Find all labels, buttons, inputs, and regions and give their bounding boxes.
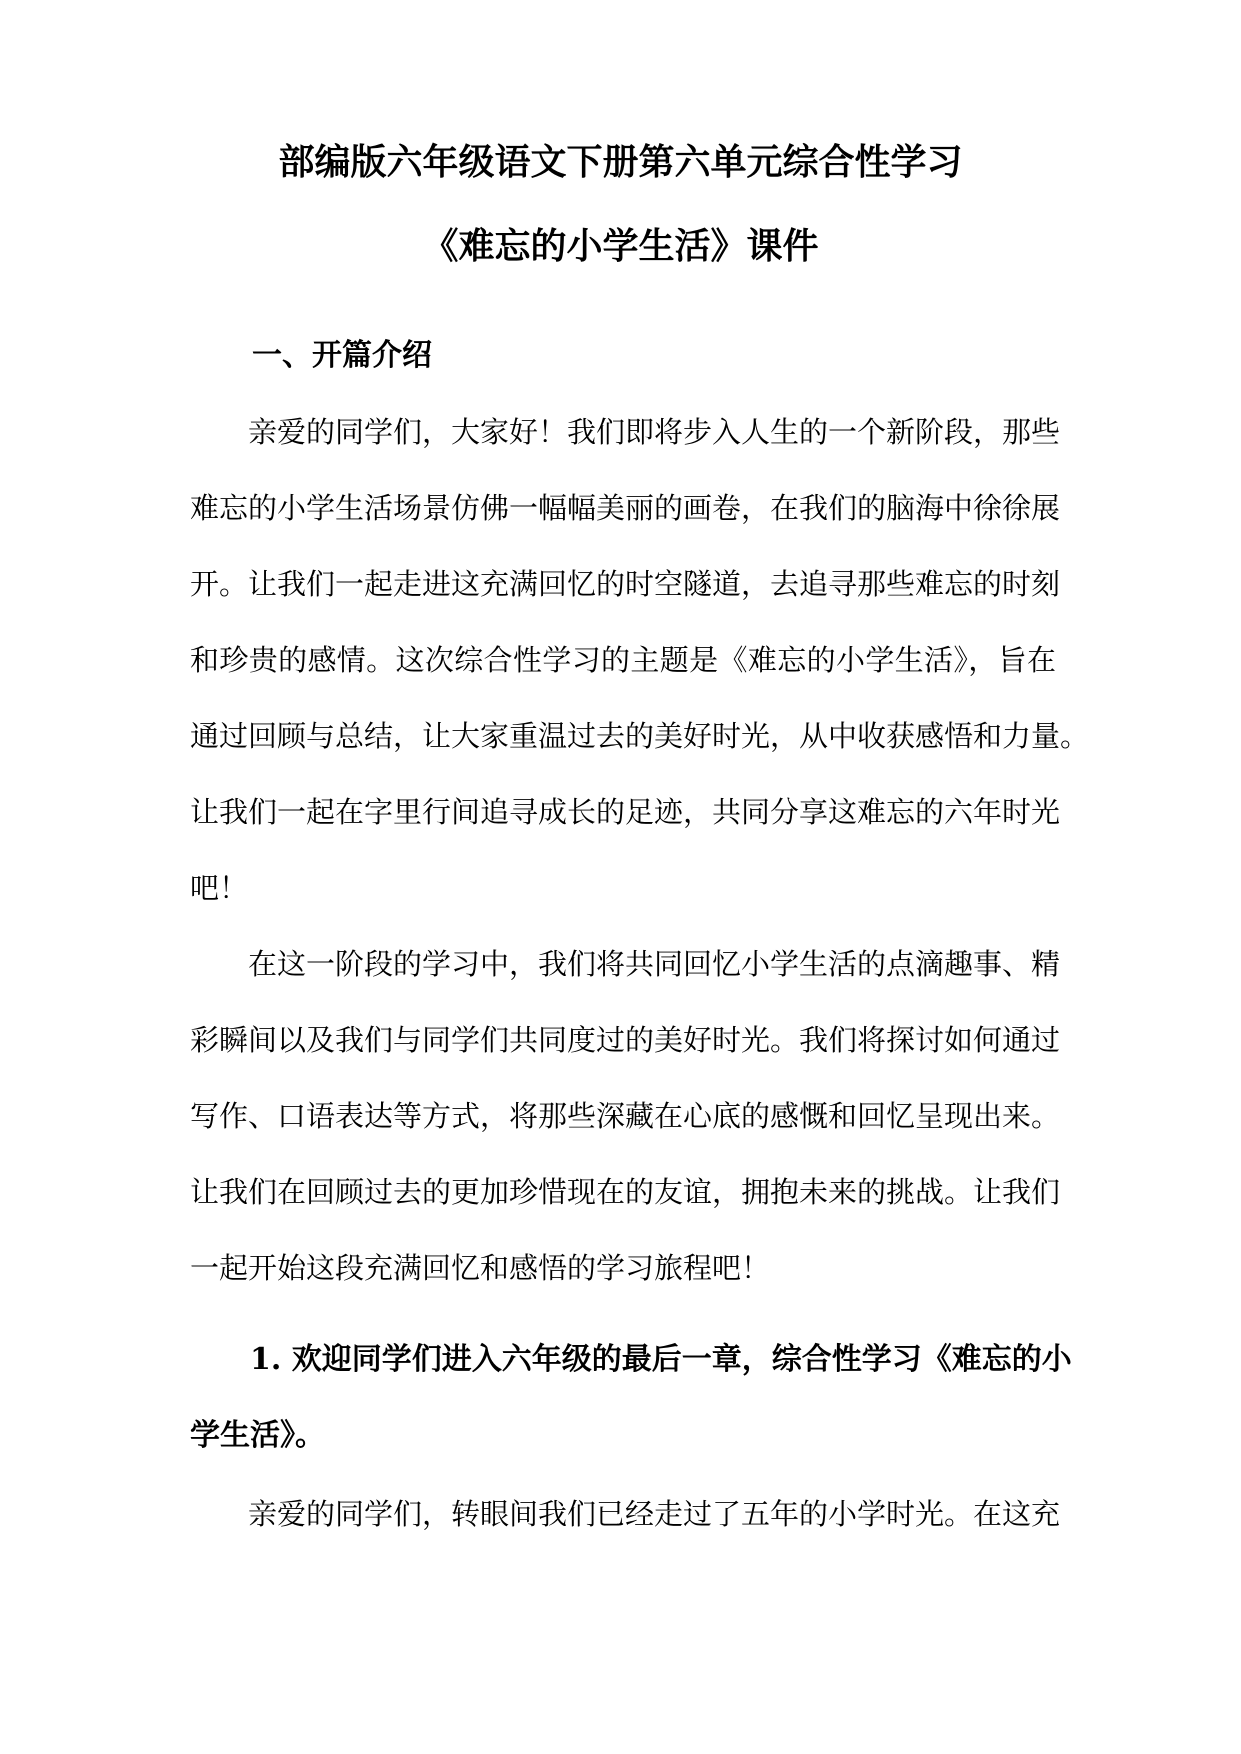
paragraph-1-line-4: 和珍贵的感情。这次综合性学习的主题是《难忘的小学生活》，旨在 — [190, 643, 1056, 677]
document-title-line-1: 部编版六年级语文下册第六单元综合性学习 — [278, 141, 963, 183]
section-heading-intro: 一、开篇介绍 — [252, 338, 432, 373]
paragraph-2-line-5: 一起开始这段充满回忆和感悟的学习旅程吧！ — [190, 1251, 771, 1285]
paragraph-1-line-3: 开。让我们一起走进这充满回忆的时空隧道，去追寻那些难忘的时刻 — [190, 567, 1061, 601]
paragraph-3-line-1: 亲爱的同学们，转眼间我们已经走过了五年的小学时光。在这充 — [190, 1497, 1061, 1531]
paragraph-1-line-1: 亲爱的同学们，大家好！我们即将步入人生的一个新阶段，那些 — [190, 415, 1061, 449]
paragraph-2-line-2: 彩瞬间以及我们与同学们共同度过的美好时光。我们将探讨如何通过 — [190, 1023, 1061, 1057]
document-title-line-2: 《难忘的小学生活》课件 — [422, 225, 819, 267]
paragraph-1-line-7: 吧！ — [190, 871, 249, 905]
paragraph-2-line-1: 在这一阶段的学习中，我们将共同回忆小学生活的点滴趣事、精 — [190, 947, 1061, 981]
paragraph-1-line-6: 让我们一起在字里行间追寻成长的足迹，共同分享这难忘的六年时光 — [190, 795, 1061, 829]
paragraph-2-line-4: 让我们在回顾过去的更加珍惜现在的友谊，拥抱未来的挑战。让我们 — [190, 1175, 1061, 1209]
paragraph-1-line-2: 难忘的小学生活场景仿佛一幅幅美丽的画卷，在我们的脑海中徐徐展 — [190, 491, 1061, 525]
paragraph-2-line-3: 写作、口语表达等方式，将那些深藏在心底的感慨和回忆呈现出来。 — [190, 1099, 1061, 1133]
item-1-line-2: 学生活》。 — [190, 1418, 325, 1453]
item-1-line-1: 1. 欢迎同学们进入六年级的最后一章，综合性学习《难忘的小 — [190, 1342, 1072, 1377]
paragraph-1-line-5: 通过回顾与总结，让大家重温过去的美好时光，从中收获感悟和力量。 — [190, 719, 1090, 753]
